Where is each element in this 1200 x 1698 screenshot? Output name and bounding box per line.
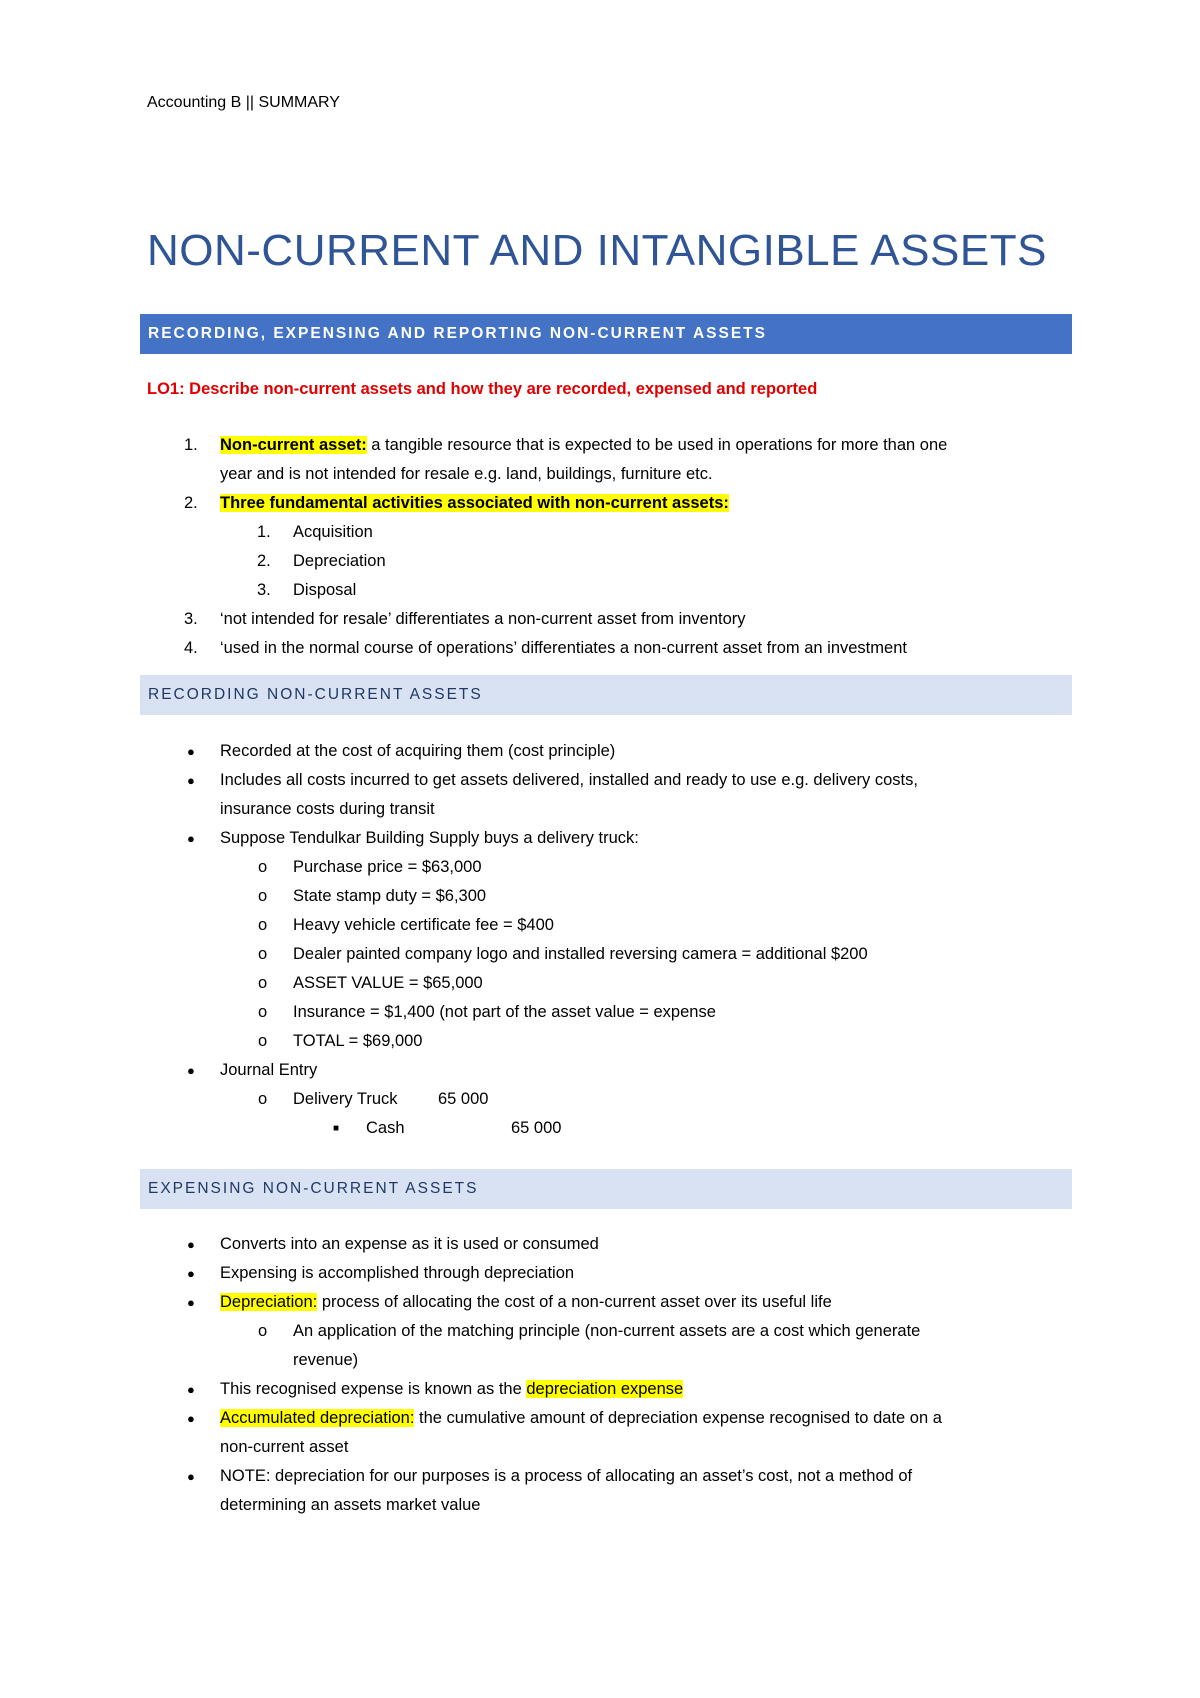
sub-bullet-icon: o	[258, 1090, 268, 1108]
sub-list-item: o TOTAL = $69,000	[0, 1027, 1200, 1056]
sub-list-item: 3. Disposal	[257, 581, 357, 599]
list-item: ● Recorded at the cost of acquiring them (cost principle)	[0, 737, 1200, 766]
sub-list-item: o State stamp duty = $6,300	[0, 882, 1200, 911]
sub-bullet-icon: o	[258, 945, 268, 963]
highlighted-term: Three fundamental activities associated with non-current assets:	[220, 494, 729, 512]
journal-debit-amount: 65 000	[438, 1090, 489, 1108]
square-bullet-icon: ■	[333, 1123, 340, 1134]
list-item: ● Depreciation: process of allocating the cost of a non-current asset over its useful life	[0, 1288, 1200, 1317]
bullet-icon: ●	[187, 1411, 195, 1426]
section-heading-expensing: EXPENSING NON-CURRENT ASSETS	[140, 1169, 1072, 1209]
bullet-icon: ●	[187, 1237, 195, 1252]
bullet-icon: ●	[187, 1266, 195, 1281]
sub-bullet-icon: o	[258, 887, 268, 905]
sub-bullet-icon: o	[258, 1322, 268, 1340]
sub-bullet-icon: o	[258, 1032, 268, 1050]
sub-list-item: 2. Depreciation	[257, 552, 386, 570]
bullet-icon: ●	[187, 773, 195, 788]
list-item: ● Expensing is accomplished through depreciation	[0, 1259, 1200, 1288]
list-number: 2.	[184, 494, 198, 512]
bullet-icon: ●	[187, 1295, 195, 1310]
list-item: ● Converts into an expense as it is used or consumed	[0, 1230, 1200, 1259]
list-item: 3. ‘not intended for resale’ differentiates a non-current asset from inventory	[0, 605, 1200, 634]
document-title: NON-CURRENT AND INTANGIBLE ASSETS	[147, 226, 1047, 275]
list-number: 1.	[184, 436, 198, 454]
numbered-list	[0, 431, 1200, 663]
list-item-continuation: insurance costs during transit	[220, 800, 435, 818]
bullet-icon: ●	[187, 831, 195, 846]
section-heading-recording: RECORDING NON-CURRENT ASSETS	[140, 675, 1072, 715]
sub-list-item: o Purchase price = $63,000	[0, 853, 1200, 882]
bullet-icon: ●	[187, 744, 195, 759]
list-item: ● NOTE: depreciation for our purposes is a process of allocating an asset’s cost, not a method of	[0, 1462, 1200, 1491]
learning-objective: LO1: Describe non-current assets and how they are recorded, expensed and reported	[147, 380, 818, 398]
sub-bullet-icon: o	[258, 916, 268, 934]
sub-list-item: o Heavy vehicle certificate fee = $400	[0, 911, 1200, 940]
sub-bullet-icon: o	[258, 858, 268, 876]
bullet-list	[0, 1230, 1200, 1520]
bullet-list	[0, 737, 1200, 1143]
list-number: 3.	[184, 610, 198, 628]
bullet-icon: ●	[187, 1382, 195, 1397]
list-item	[0, 489, 1200, 518]
list-number: 4.	[184, 639, 198, 657]
sub-list-item: o Dealer painted company logo and installed reversing camera = additional $200	[0, 940, 1200, 969]
highlighted-term: depreciation expense	[526, 1380, 684, 1398]
bullet-icon: ●	[187, 1469, 195, 1484]
sub-list-item: o ASSET VALUE = $65,000	[0, 969, 1200, 998]
journal-credit-amount: 65 000	[511, 1119, 562, 1137]
list-item: ● Includes all costs incurred to get assets delivered, installed and ready to use e.g. delivery costs,	[0, 766, 1200, 795]
journal-credit-account: Cash	[366, 1119, 405, 1137]
sub-bullet-icon: o	[258, 974, 268, 992]
sub-list-item: o An application of the matching principle (non-current assets are a cost which generate	[0, 1317, 1200, 1346]
highlighted-term: Accumulated depreciation:	[220, 1409, 415, 1427]
list-item: 4. ‘used in the normal course of operations’ differentiates a non-current asset from an investment	[0, 634, 1200, 663]
sub-list-item: 1. Acquisition	[257, 523, 373, 541]
list-item-continuation: year and is not intended for resale e.g. land, buildings, furniture etc.	[220, 465, 713, 483]
journal-credit-line	[0, 1114, 1200, 1143]
sub-bullet-icon: o	[258, 1003, 268, 1021]
list-item: ● Suppose Tendulkar Building Supply buys a delivery truck:	[0, 824, 1200, 853]
list-item-continuation: non-current asset	[220, 1438, 349, 1456]
list-item: 1. Non-current asset: a tangible resource that is expected to be used in operations for more than one	[0, 431, 1200, 460]
list-item: ● This recognised expense is known as the depreciation expense	[0, 1375, 1200, 1404]
list-item: ● Journal Entry	[0, 1056, 1200, 1085]
journal-debit-line	[0, 1085, 1200, 1114]
list-item-continuation: determining an assets market value	[220, 1496, 481, 1514]
highlighted-term: Depreciation:	[220, 1293, 318, 1311]
section-heading-recording-expensing-reporting: RECORDING, EXPENSING AND REPORTING NON-CURRENT ASSETS	[140, 314, 1072, 354]
running-header: Accounting B || SUMMARY	[147, 94, 340, 111]
journal-debit-account: Delivery Truck	[293, 1090, 398, 1108]
highlighted-term: Non-current asset:	[220, 436, 367, 454]
bullet-icon: ●	[187, 1063, 195, 1078]
sub-list-item-continuation: revenue)	[293, 1351, 359, 1369]
list-item: ● Accumulated depreciation: the cumulative amount of depreciation expense recognised to date on a	[0, 1404, 1200, 1433]
sub-list-item: o Insurance = $1,400 (not part of the asset value = expense	[0, 998, 1200, 1027]
